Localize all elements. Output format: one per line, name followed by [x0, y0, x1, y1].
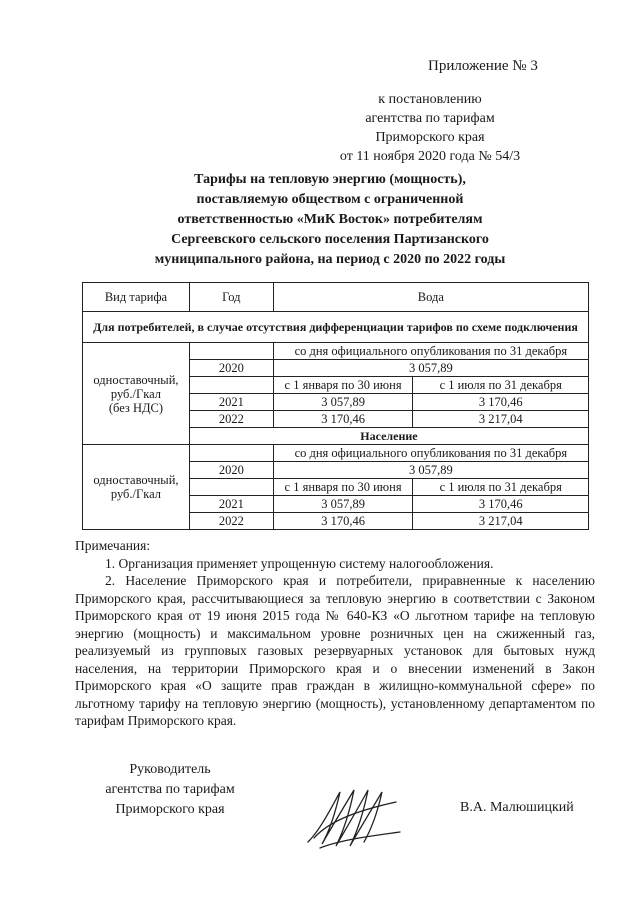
period-full-cell: со дня официального опубликования по 31 декабря: [273, 445, 588, 462]
value-cell: 3 170,46: [273, 411, 413, 428]
section-title-population: Население: [189, 428, 588, 445]
note-item: 1. Организация применяет упрощенную систему налогообложения.: [105, 555, 494, 571]
tariff-type-line: руб./Гкал: [110, 386, 162, 401]
notes-section: [75, 537, 595, 730]
col-header-year: Год: [189, 283, 273, 312]
year-cell-empty: [189, 479, 273, 496]
period-full-cell: со дня официального опубликования по 31 декабря: [273, 343, 588, 360]
section-title-consumers: Для потребителей, в случае отсутствия дифференциации тарифов по схеме подключения: [83, 312, 589, 343]
value-cell: 3 170,46: [273, 513, 413, 530]
tariff-table: [82, 282, 589, 530]
tariff-type-cell: [83, 445, 190, 530]
notes-heading: Примечания:: [75, 538, 151, 553]
title-line: Тарифы на тепловую энергию (мощность),: [194, 172, 466, 187]
signatory-position: [70, 760, 270, 820]
year-cell: 2021: [189, 394, 273, 411]
value-cell: 3 057,89: [273, 360, 588, 377]
decree-line: Приморского края: [375, 130, 485, 145]
value-cell: 3 170,46: [413, 496, 589, 513]
value-cell: 3 057,89: [273, 394, 413, 411]
table-header-row: [83, 283, 589, 312]
decree-line: агентства по тарифам: [365, 111, 495, 126]
position-line: агентства по тарифам: [105, 782, 235, 797]
year-cell: 2021: [189, 496, 273, 513]
value-cell: 3 057,89: [273, 462, 588, 479]
title-line: ответственностью «МиК Восток» потребителям: [177, 212, 483, 227]
section-row: [83, 312, 589, 343]
note-item: 2. Население Приморского края и потребители, приравненные к населению Приморского края, рассчитывающиеся за тепловую энергию в соответствии с Законом Приморского края от 19 июня 2015 года № 640-КЗ «О льготном тарифе на тепловую энергию (мощность) и максимальном уровне розничных цен на сжиженный газ, реализуемый из групповых газовых резервуарных установок для бытовых нужд населения, на территории Приморского края и о внесении изменений в Закон Приморского края «О защите прав граждан в жилищно-коммунальной сфере» по льготному тарифу на тепловую энергию (мощность), установленному департаментом по тарифам Приморского края.: [75, 573, 595, 728]
year-cell: 2020: [189, 462, 273, 479]
year-cell: 2020: [189, 360, 273, 377]
title-line: муниципального района, на период с 2020 по 2022 годы: [154, 252, 506, 267]
value-cell: 3 057,89: [273, 496, 413, 513]
col-header-water: Вода: [273, 283, 588, 312]
year-cell-empty: [189, 445, 273, 462]
signatory-name: В.А. Малюшицкий: [460, 800, 574, 815]
decree-line: к постановлению: [378, 92, 482, 107]
tariff-type-line: (без НДС): [108, 400, 164, 415]
table-row: [83, 445, 589, 462]
appendix-label: Приложение № 3: [428, 58, 538, 74]
year-cell: 2022: [189, 411, 273, 428]
handwritten-signature: [300, 780, 410, 855]
position-line: Руководитель: [129, 762, 211, 777]
table-row: [83, 343, 589, 360]
decree-line: от 11 ноября 2020 года № 54/3: [339, 149, 521, 164]
document-title: [110, 170, 550, 270]
tariff-type-cell: [83, 343, 190, 445]
period-h1-cell: с 1 января по 30 июня: [273, 377, 413, 394]
value-cell: 3 170,46: [413, 394, 589, 411]
year-cell-empty: [189, 343, 273, 360]
year-cell: 2022: [189, 513, 273, 530]
tariff-type-line: руб./Гкал: [110, 487, 162, 501]
year-cell-empty: [189, 377, 273, 394]
title-line: поставляемую обществом с ограниченной: [196, 192, 464, 207]
tariff-type-line: одноставочный,: [93, 473, 179, 487]
period-h2-cell: с 1 июля по 31 декабря: [413, 479, 589, 496]
tariff-type-line: одноставочный,: [93, 372, 179, 387]
col-header-tariff-type: Вид тарифа: [83, 283, 190, 312]
value-cell: 3 217,04: [413, 513, 589, 530]
decree-reference: [300, 90, 560, 166]
period-h1-cell: с 1 января по 30 июня: [273, 479, 413, 496]
position-line: Приморского края: [115, 802, 225, 817]
title-line: Сергеевского сельского поселения Партизанского: [171, 232, 489, 247]
value-cell: 3 217,04: [413, 411, 589, 428]
period-h2-cell: с 1 июля по 31 декабря: [413, 377, 589, 394]
